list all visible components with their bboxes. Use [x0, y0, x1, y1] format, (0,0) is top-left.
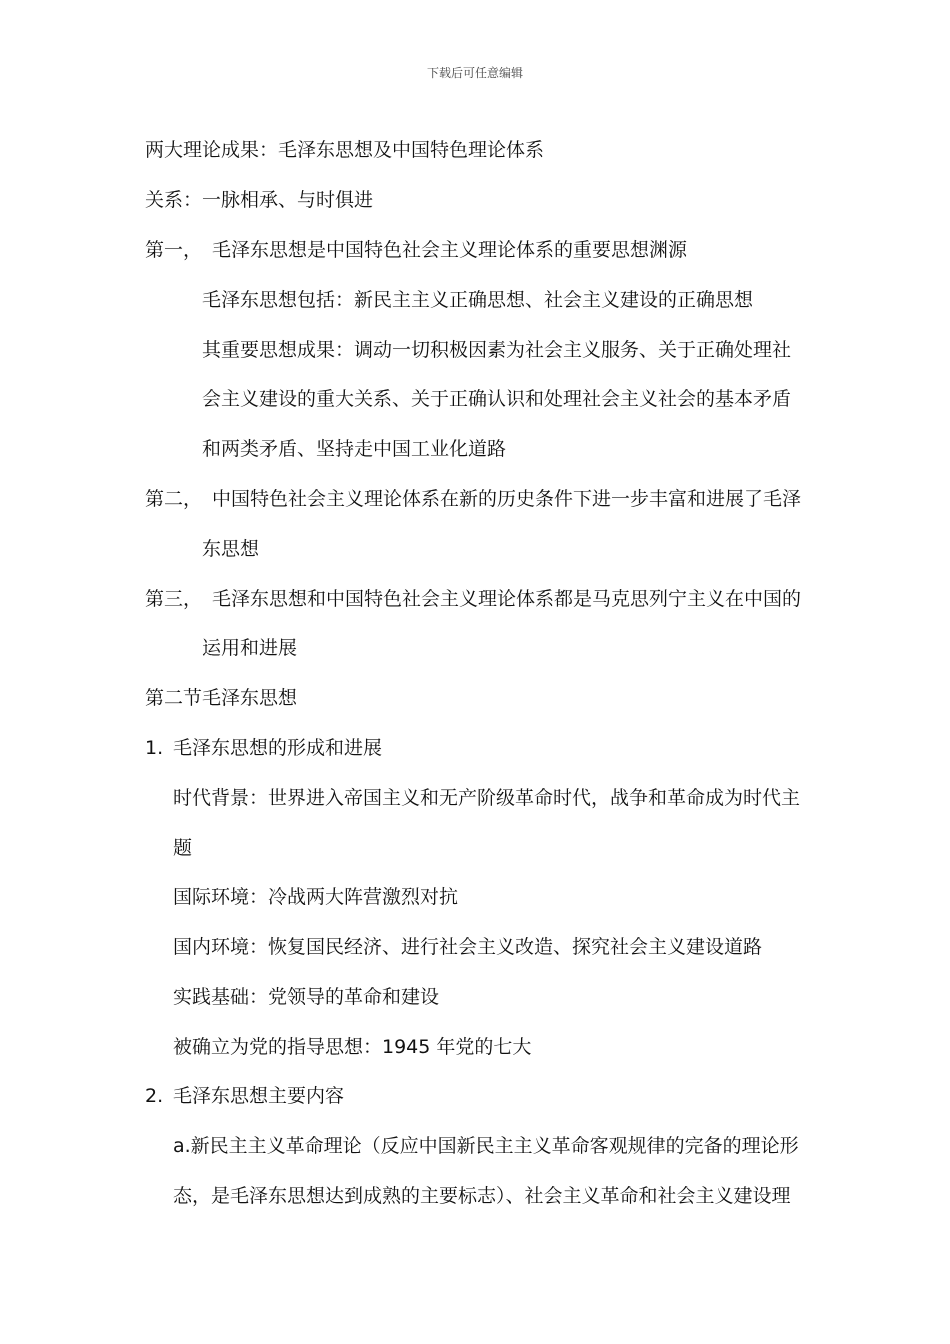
- paragraph-line: 被确立为党的指导思想：1945 年党的七大: [173, 1036, 532, 1058]
- paragraph-line: 会主义建设的重大关系、关于正确认识和处理社会主义社会的基本矛盾: [202, 388, 792, 410]
- summary-line: 两大理论成果：毛泽东思想及中国特色理论体系: [145, 139, 545, 161]
- point-one-text: 毛泽东思想是中国特色社会主义理论体系的重要思想渊源: [212, 239, 688, 261]
- paragraph-line: 实践基础：党领导的革命和建设: [173, 986, 440, 1008]
- point-three-label: 第三，: [145, 588, 203, 610]
- section-heading: 第二节毛泽东思想: [145, 687, 298, 709]
- paragraph-line: 其重要思想成果：调动一切积极因素为社会主义服务、关于正确处理社: [202, 339, 792, 361]
- list-number: 1.: [145, 737, 164, 759]
- paragraph-line: 东思想: [202, 538, 260, 560]
- paragraph-line: 国际环境：冷战两大阵营激烈对抗: [173, 886, 459, 908]
- list-item-2: [145, 1082, 344, 1110]
- point-one: [145, 236, 687, 264]
- paragraph-line: 运用和进展: [202, 637, 298, 659]
- list-item-text: 毛泽东思想的形成和进展: [173, 737, 383, 759]
- list-item-1: [145, 734, 382, 762]
- relation-line: 关系：一脉相承、与时俱进: [145, 189, 374, 211]
- page-header: 下载后可任意编辑: [426, 66, 523, 80]
- point-three: [145, 585, 801, 613]
- list-item-text: 毛泽东思想主要内容: [173, 1085, 345, 1107]
- paragraph-line: 国内环境：恢复国民经济、进行社会主义改造、探究社会主义建设道路: [173, 936, 763, 958]
- point-one-label: 第一，: [145, 239, 203, 261]
- paragraph-line: 毛泽东思想包括：新民主主义正确思想、社会主义建设的正确思想: [202, 289, 754, 311]
- paragraph-line: 题: [173, 837, 193, 859]
- point-two-text: 中国特色社会主义理论体系在新的历史条件下进一步丰富和进展了毛泽: [212, 488, 802, 510]
- point-two: [145, 485, 801, 513]
- point-three-text: 毛泽东思想和中国特色社会主义理论体系都是马克思列宁主义在中国的: [212, 588, 802, 610]
- list-number: 2.: [145, 1085, 164, 1107]
- paragraph-line: 和两类矛盾、坚持走中国工业化道路: [202, 438, 507, 460]
- point-two-label: 第二，: [145, 488, 203, 510]
- paragraph-line: a.新民主主义革命理论（反应中国新民主主义革命客观规律的完备的理论形: [173, 1135, 799, 1157]
- paragraph-line: 时代背景：世界进入帝国主义和无产阶级革命时代，战争和革命成为时代主: [173, 787, 801, 809]
- paragraph-line: 态，是毛泽东思想达到成熟的主要标志）、社会主义革命和社会主义建设理: [173, 1185, 791, 1207]
